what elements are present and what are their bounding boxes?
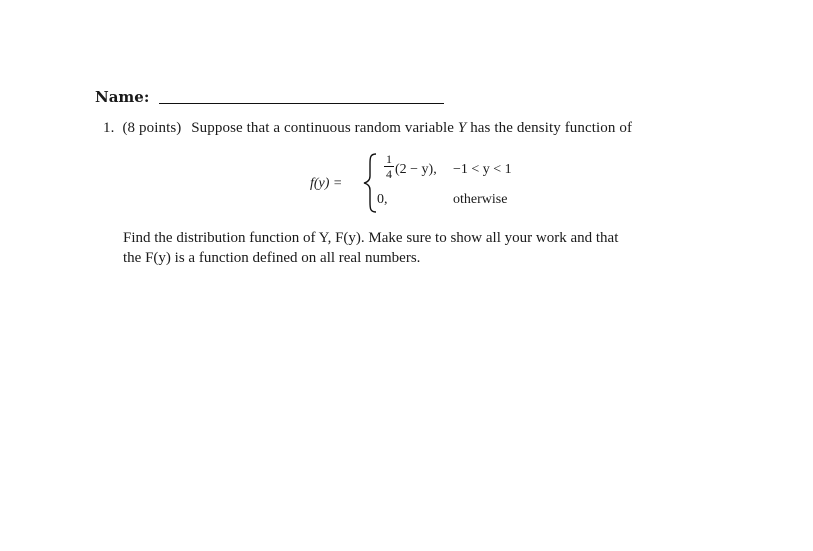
name-label: Name:: [95, 88, 150, 106]
question-text-part2: has the density function of: [470, 120, 633, 136]
instruction-line-2: the F(y) is a function defined on all real numbers.: [123, 250, 421, 266]
case1-expression: (2 − y),: [395, 162, 437, 177]
case1-fraction: [384, 153, 394, 180]
instruction-paragraph: [123, 228, 723, 268]
case1-numerator: 1: [386, 152, 392, 166]
question-points: (8 points): [122, 120, 182, 136]
case1-condition: −1 < y < 1: [453, 162, 512, 177]
instruction-line-1: Find the distribution function of Y, F(y). Make sure to show all your work and that: [123, 230, 619, 246]
case1-denominator: 4: [386, 167, 392, 181]
name-blank-line: [159, 103, 444, 104]
case2-value: 0,: [377, 192, 388, 207]
question-1: [103, 120, 632, 137]
question-variable: Y: [457, 120, 467, 136]
left-brace-icon: [362, 152, 378, 214]
name-field-row: [95, 88, 444, 106]
question-number: 1.: [103, 120, 115, 136]
case2-condition: otherwise: [453, 192, 508, 207]
question-text-part1: Suppose that a continuous random variable: [191, 120, 455, 136]
density-function-formula: [310, 152, 570, 214]
formula-lhs: f(y) =: [310, 176, 343, 191]
